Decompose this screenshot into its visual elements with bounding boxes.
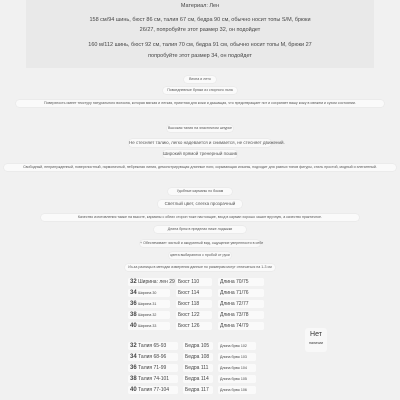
material-label: Материал: Лен: [180, 3, 220, 9]
hips-value: Бедра 105: [183, 342, 213, 350]
table-row: [128, 321, 280, 330]
feature-text-2: Не стесняет талию, легко надевается и снимается, не стесняет движений.: [129, 140, 285, 145]
size-value: 38: [130, 375, 137, 382]
season-label: Весна и лето: [184, 76, 216, 83]
table-row: [128, 341, 298, 350]
out-of-stock-badge: [305, 328, 327, 352]
size-value: 32: [130, 278, 137, 285]
table-row: [128, 363, 298, 372]
feature-heading-4: Удобные карманы по бокам: [168, 188, 232, 195]
model-info-line-2: 26/27, попробуйте этот размер 32, он подойдет: [139, 27, 261, 33]
feature-text-4: Качество изготовления также на высоте, карманы с обеих сторон тоже настоящие, вход в карман хорошо зашит вручную, а качество практичное.: [41, 214, 359, 221]
feature-heading-1: Повседневные брюки из спорного льна: [163, 87, 237, 94]
waist-value: Талия 65-93: [138, 342, 167, 349]
hips-value: Бедра 111: [183, 364, 213, 372]
model-info-line-4: попробуйте этот размер 34, он подойдет: [148, 53, 252, 59]
table-row: [128, 385, 298, 394]
bust-value: Бюст 110: [176, 278, 212, 286]
bust-value: Бюст 126: [176, 322, 212, 330]
length-value: Длина брюк 103: [218, 353, 256, 361]
table-row: [128, 277, 280, 286]
table-row: [128, 299, 280, 308]
length-value: Длина брюк 102: [218, 342, 256, 350]
measurement-note: Из-за разницы в методах измерения данные по размерам могут отличаться на 1-3 см: [125, 264, 275, 271]
length-value: Длина 72/77: [218, 300, 264, 308]
feature-heading-5: Светлый цвет, слегка прозрачный: [158, 200, 242, 208]
model-info-block: [26, 0, 374, 68]
waist-value: Талия 74-101: [138, 375, 170, 382]
waist-value: Талия 71-99: [138, 364, 167, 371]
width-value: Ширина 31: [138, 301, 157, 306]
feature-text-3: Свободный, непринужденный, поверхностный, гармоничный, небрежная линия, демонстрирующая длинные ноги, скрывающая изъяны, подходит для разных типов фигуры, стиль простой, модный и элегантный.: [4, 164, 396, 171]
table-row: [128, 374, 298, 383]
table-row: [128, 352, 298, 361]
model-info-line-3: 160 м/112 шинь, бюст 92 см, талия 70 см, бедра 91 см, обычно носит топы M, брюки 27: [88, 42, 312, 48]
width-value: Ширина 32: [138, 312, 157, 317]
size-value: 34: [130, 289, 137, 296]
feature-heading-6: Длина брюк в пределах ниже лодыжки: [154, 226, 246, 233]
model-info-line-1: 158 см/94 шинь, бюст 86 см, талия 67 см, бедра 90 см, обычно носит топы S/M, брюки: [89, 17, 311, 23]
bust-value: Бюст 118: [176, 300, 212, 308]
feature-text-6: цвета выбираются с пробой от руки: [170, 253, 230, 257]
bust-value: Бюст 122: [176, 311, 212, 319]
bust-value: Бюст 114: [176, 289, 212, 297]
feature-text-1: Поверхность имеет текстуру натурального волокна, которая мягкая и легкая, приятная для кожи и дышащая, что предотвращает пот и сохраняет вашу кожу в свежем и сухом состоянии.: [16, 100, 384, 107]
width-value: Ширина 33: [138, 323, 157, 328]
size-value: 36: [130, 300, 137, 307]
table-row: [128, 310, 280, 319]
length-value: Длина брюк 104: [218, 364, 256, 372]
hips-value: Бедра 117: [183, 386, 213, 394]
size-value: 32: [130, 342, 137, 349]
size-value: 40: [130, 386, 137, 393]
size-value: 34: [130, 353, 137, 360]
length-value: Длина брюк 105: [218, 375, 256, 383]
hips-value: Бедра 108: [183, 353, 213, 361]
length-value: Длина 71/76: [218, 289, 264, 297]
size-value: 36: [130, 364, 137, 371]
length-value: Длина 70/75: [218, 278, 264, 286]
feature-heading-2: Высокая талия на эластичном шнурке: [168, 126, 232, 130]
waist-value: Талия 68-96: [138, 353, 167, 360]
size-value: 40: [130, 322, 137, 329]
waist-value: Талия 77-104: [138, 386, 170, 393]
length-value: Длина 73/78: [218, 311, 264, 319]
size-value: 38: [130, 311, 137, 318]
out-of-stock-label: Нет: [310, 331, 322, 338]
length-value: Длина 74/79: [218, 322, 264, 330]
table-row: [128, 288, 280, 297]
length-value: Длина брюк 106: [218, 386, 256, 394]
width-value: Ширина 30: [138, 290, 157, 295]
feature-heading-3: Широкий прямой тренерный пошив: [163, 151, 238, 156]
feature-text-5: + Обеспечивает чистый и аккуратный вид, ощущение уверенности в себе: [140, 241, 264, 245]
out-of-stock-sub: наличии: [309, 341, 323, 345]
width-value: Ширина: лен 29: [138, 278, 175, 285]
hips-value: Бедра 114: [183, 375, 213, 383]
